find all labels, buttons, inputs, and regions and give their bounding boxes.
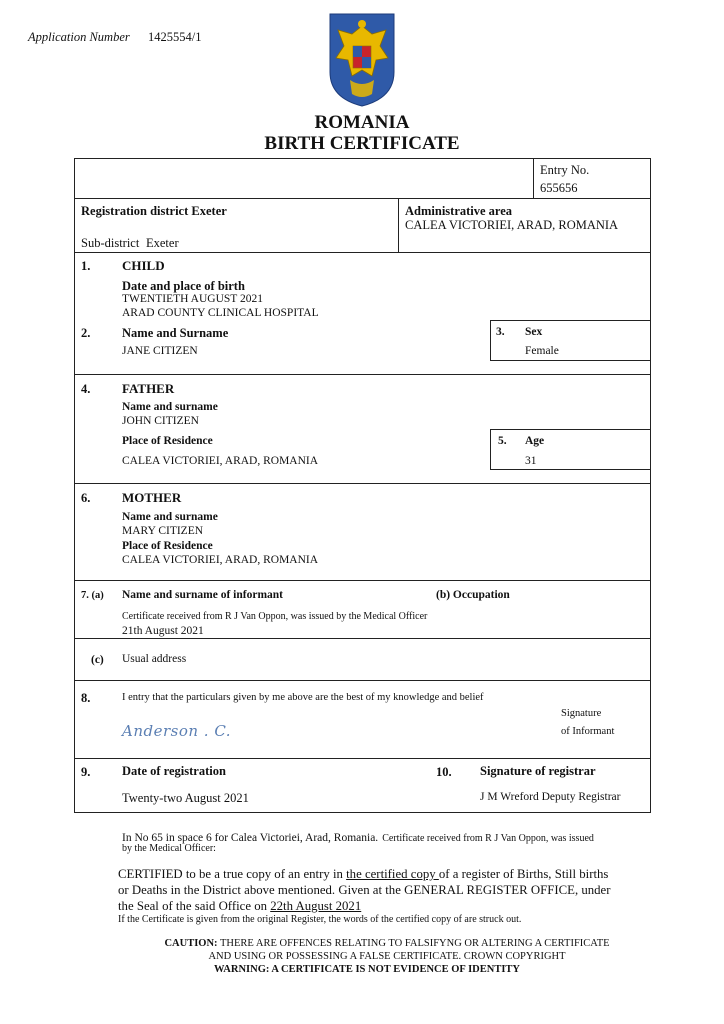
usual-address-number: (c) — [91, 654, 104, 666]
certified-line3-pre: the Seal of the said Office on — [118, 899, 271, 913]
sex-box — [490, 320, 651, 361]
informant-line2: 21th August 2021 — [122, 625, 204, 637]
father-name-label: Name and surname — [122, 401, 218, 413]
original-register-note: If the Certificate is given from the original Register, the words of the certified copy of are struck out. — [118, 914, 522, 925]
father-name: JOHN CITIZEN — [122, 415, 199, 427]
age-label: Age — [525, 435, 545, 447]
mother-residence-label: Place of Residence — [122, 540, 213, 552]
sex-value: Female — [525, 345, 559, 357]
entry-value: 655656 — [540, 181, 578, 195]
declaration-text: I entry that the particulars given by me above are the best of my knowledge and belief — [122, 692, 484, 703]
certified-line2: or Deaths in the District above mentioned. Given at the GENERAL REGISTER OFFICE, under — [118, 883, 611, 897]
age-number: 5. — [498, 435, 507, 447]
mother-number: 6. — [81, 491, 91, 505]
caution-line1 — [0, 938, 724, 949]
mother-residence: CALEA VICTORIEI, ARAD, ROMANIA — [122, 554, 319, 566]
occupation-label: (b) Occupation — [436, 589, 510, 601]
country-title: ROMANIA — [314, 112, 410, 133]
certified-line3 — [118, 899, 361, 914]
father-number: 4. — [81, 382, 91, 396]
registrar-signature-value: J M Wreford Deputy Registrar — [480, 791, 621, 803]
footer-note-small: Certificate received from R J Van Oppon, was issued — [382, 833, 594, 844]
mother-heading: MOTHER — [122, 490, 182, 505]
signature-label-2: of Informant — [561, 726, 615, 737]
signature-label-1: Signature — [561, 708, 602, 719]
registrar-signature-label: Signature of registrar — [480, 764, 596, 778]
child-name: JANE CITIZEN — [122, 345, 198, 357]
administrative-area-label: Administrative area — [405, 204, 513, 218]
sex-number: 3. — [496, 326, 505, 338]
date-of-birth: TWENTIETH AUGUST 2021 — [122, 293, 263, 305]
age-value: 31 — [525, 455, 537, 467]
declaration-number: 8. — [81, 691, 91, 705]
entry-label: Entry No. — [540, 163, 590, 177]
romania-coat-of-arms-icon — [328, 12, 396, 108]
age-box — [490, 429, 651, 470]
mother-name-label: Name and surname — [122, 511, 218, 523]
certified-post: of a register of Births, Still births — [438, 867, 609, 881]
certified-pre: CERTIFIED to be a true copy of an entry in — [118, 867, 347, 881]
registration-date-number: 9. — [81, 765, 91, 779]
informant-line1: Certificate received from R J Van Oppon, was issued by the Medical Officer — [122, 611, 428, 622]
registrar-signature-number: 10. — [436, 765, 452, 779]
document-title: BIRTH CERTIFICATE — [264, 133, 460, 154]
certified-line1 — [118, 867, 608, 882]
registration-district: Registration district Exeter — [81, 204, 227, 218]
informant-signature: Anderson . C. — [122, 722, 232, 740]
caution-text1: THERE ARE OFFENCES RELATING TO FALSIFYNG OR ALTERING A CERTIFICATE — [217, 938, 610, 949]
usual-address-label: Usual address — [122, 653, 187, 665]
application-number-label: Application Number — [28, 30, 130, 44]
child-name-label: Name and Surname — [122, 326, 229, 340]
subdistrict-label: Sub-district — [81, 236, 140, 250]
caution-line2: AND USING OR POSSESSING A FALSE CERTIFICATE. CROWN COPYRIGHT — [208, 951, 566, 962]
application-number: 1425554/1 — [148, 30, 202, 44]
father-heading: FATHER — [122, 381, 175, 396]
child-heading: CHILD — [122, 258, 165, 273]
warning-line: WARNING: A CERTIFICATE IS NOT EVIDENCE OF IDENTITY — [213, 964, 521, 975]
child-name-number: 2. — [81, 326, 91, 340]
caution-label: CAUTION: — [164, 938, 218, 949]
date-place-of-birth-label: Date and place of birth — [122, 279, 245, 293]
footer-note-main: In No 65 in space 6 for Calea Victoriei, Arad, Romania. — [122, 832, 379, 844]
informant-number: 7. (a) — [81, 590, 104, 601]
footer-note-line2: by the Medical Officer: — [122, 843, 216, 854]
informant-label: Name and surname of informant — [122, 589, 283, 601]
subdistrict-value: Exeter — [146, 236, 179, 250]
administrative-area-value: CALEA VICTORIEI, ARAD, ROMANIA — [405, 218, 619, 232]
child-number: 1. — [81, 259, 91, 273]
registration-date-value: Twenty-two August 2021 — [122, 791, 249, 805]
place-of-birth: ARAD COUNTY CLINICAL HOSPITAL — [122, 307, 319, 319]
sex-label: Sex — [525, 326, 543, 338]
certified-underlined: the certified copy — [346, 867, 439, 881]
registration-date-label: Date of registration — [122, 764, 226, 778]
father-residence-label: Place of Residence — [122, 435, 213, 447]
certified-date: 22th August 2021 — [270, 899, 362, 913]
mother-name: MARY CITIZEN — [122, 525, 204, 537]
father-residence: CALEA VICTORIEI, ARAD, ROMANIA — [122, 455, 319, 467]
